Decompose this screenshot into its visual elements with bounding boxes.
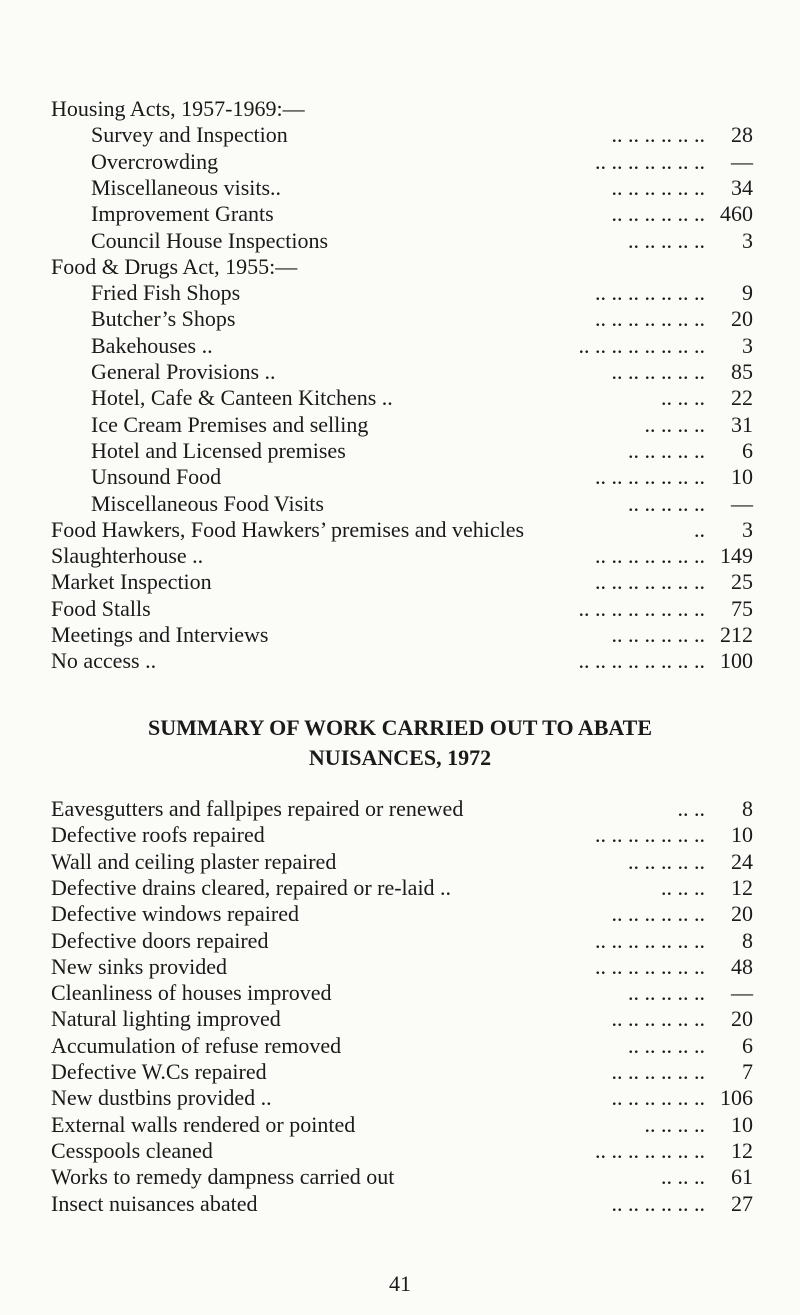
leader-dots: .. .. .. .. .. .. .. <box>595 1137 705 1163</box>
row-value: 3 <box>742 516 753 542</box>
row-label: Unsound Food <box>91 464 222 490</box>
row-value: 12 <box>731 1137 753 1163</box>
row-label: Defective windows repaired <box>51 901 300 927</box>
table-row <box>0 979 800 1006</box>
leader-dots: .. .. .. .. .. .. .. <box>595 569 705 595</box>
row-label: Overcrowding <box>91 148 219 174</box>
table-row <box>0 305 800 332</box>
row-label: Fried Fish Shops <box>91 280 241 306</box>
table-row <box>0 821 800 848</box>
row-label: General Provisions .. <box>91 359 276 384</box>
row-label: Defective W.Cs repaired <box>51 1059 267 1084</box>
leader-dots: .. .. .. <box>661 385 705 411</box>
table-row <box>0 621 800 648</box>
row-value: — <box>731 980 753 1006</box>
leader-dots: .. .. .. .. .. .. <box>611 122 705 148</box>
table-row <box>0 253 800 280</box>
row-value: 106 <box>720 1085 753 1111</box>
leader-dots: .. .. .. .. .. .. <box>611 1190 705 1216</box>
row-value: 61 <box>731 1164 753 1190</box>
table-row <box>0 900 800 927</box>
leader-dots: .. <box>694 516 705 542</box>
leader-dots: .. .. .. .. .. .. .. <box>595 306 705 332</box>
table-row <box>0 1005 800 1032</box>
row-value: 24 <box>731 848 753 874</box>
leader-dots: .. .. .. .. .. .. .. .. <box>578 332 705 358</box>
leader-dots: .. .. .. <box>661 1164 705 1190</box>
leader-dots: .. .. .. .. .. .. <box>611 622 705 647</box>
leader-dots: .. .. .. .. .. .. .. <box>595 280 705 306</box>
table-row <box>0 795 800 822</box>
leader-dots: .. .. .. .. .. .. .. <box>595 148 705 174</box>
leader-dots: .. .. <box>677 796 705 821</box>
row-label: Butcher’s Shops <box>91 306 236 332</box>
row-value: 85 <box>731 359 753 384</box>
row-label: Cesspools cleaned <box>51 1137 213 1163</box>
row-label: Food Stalls <box>51 595 151 621</box>
row-value: 3 <box>742 227 753 253</box>
leader-dots: .. .. .. .. .. .. .. <box>595 543 705 569</box>
row-label: Hotel, Cafe & Canteen Kitchens .. <box>91 385 393 411</box>
row-label: Meetings and Interviews <box>51 622 269 647</box>
row-value: 3 <box>742 332 753 358</box>
row-label: Miscellaneous visits.. <box>91 174 282 200</box>
row-label: Miscellaneous Food Visits <box>91 490 324 516</box>
leader-dots: .. .. .. .. .. .. .. <box>595 464 705 490</box>
row-label: Insect nuisances abated <box>51 1190 258 1216</box>
row-value: 22 <box>731 385 753 411</box>
row-value: 20 <box>731 901 753 927</box>
row-label: Wall and ceiling plaster repaired <box>51 848 337 874</box>
row-value: 9 <box>742 280 753 306</box>
row-label: Food & Drugs Act, 1955:— <box>51 253 298 279</box>
row-label: New sinks provided <box>51 953 227 979</box>
leader-dots: .. .. .. .. .. .. <box>611 359 705 384</box>
row-value: 100 <box>720 648 753 674</box>
leader-dots: .. .. .. .. .. .. <box>611 201 705 227</box>
table-row <box>0 1163 800 1190</box>
row-value: 149 <box>720 543 753 569</box>
row-label: Defective roofs repaired <box>51 822 265 848</box>
row-value: 25 <box>731 569 753 595</box>
summary-heading-line2: NUISANCES, 1972 <box>308 745 492 770</box>
row-value: 27 <box>731 1190 753 1216</box>
row-value: 75 <box>731 595 753 621</box>
row-value: 10 <box>731 464 753 490</box>
table-row <box>0 121 800 148</box>
row-value: 48 <box>731 953 753 979</box>
leader-dots: .. .. .. .. .. .. .. .. <box>578 648 705 674</box>
summary-heading-line1: SUMMARY OF WORK CARRIED OUT TO ABATE <box>147 715 653 740</box>
row-value: 10 <box>731 822 753 848</box>
table-row <box>0 200 800 227</box>
leader-dots: .. .. .. .. .. .. .. <box>595 953 705 979</box>
table-row <box>0 227 800 254</box>
leader-dots: .. .. .. .. .. <box>628 848 705 874</box>
row-label: Works to remedy dampness carried out <box>51 1164 395 1190</box>
row-value: 34 <box>731 174 753 200</box>
row-value: 28 <box>731 122 753 148</box>
table-row <box>0 148 800 175</box>
table-row <box>0 1111 800 1138</box>
leader-dots: .. .. .. .. .. .. <box>611 1059 705 1084</box>
row-value: 20 <box>731 306 753 332</box>
row-label: No access .. <box>51 648 157 674</box>
table-row <box>0 490 800 517</box>
row-value: 8 <box>742 927 753 953</box>
table-row <box>0 437 800 464</box>
leader-dots: .. .. .. .. .. <box>628 437 705 463</box>
table-row <box>0 463 800 490</box>
row-label: External walls rendered or pointed <box>51 1111 356 1137</box>
row-value: 8 <box>742 796 753 821</box>
leader-dots: .. .. .. .. .. .. .. <box>595 822 705 848</box>
table-row <box>0 1032 800 1059</box>
row-value: 6 <box>742 1032 753 1058</box>
row-value: 460 <box>720 201 753 227</box>
row-label: Food Hawkers, Food Hawkers’ premises and vehicles <box>51 516 525 542</box>
row-value: 12 <box>731 874 753 900</box>
leader-dots: .. .. .. .. .. .. .. <box>595 927 705 953</box>
row-label: Bakehouses .. <box>91 332 213 358</box>
row-value: 6 <box>742 437 753 463</box>
leader-dots: .. .. .. .. .. .. <box>611 1085 705 1111</box>
leader-dots: .. .. .. .. .. <box>628 980 705 1006</box>
leader-dots: .. .. .. .. .. .. <box>611 174 705 200</box>
row-label: Accumulation of refuse removed <box>51 1032 342 1058</box>
table-row <box>0 279 800 306</box>
row-label: Eavesgutters and fallpipes repaired or renewed <box>51 796 464 821</box>
table-row <box>0 568 800 595</box>
table-row <box>0 174 800 201</box>
leader-dots: .. .. .. .. <box>644 411 705 437</box>
row-value: 20 <box>731 1006 753 1032</box>
table-row <box>0 1084 800 1111</box>
row-label: Defective drains cleared, repaired or re-laid .. <box>51 874 452 900</box>
table-row <box>0 411 800 438</box>
row-label: Housing Acts, 1957-1969:— <box>51 96 305 121</box>
table-row <box>0 1190 800 1217</box>
table-row <box>0 927 800 954</box>
table-row <box>0 358 800 385</box>
table-row <box>0 516 800 543</box>
leader-dots: .. .. .. .. .. .. <box>611 1006 705 1032</box>
row-value: — <box>731 490 753 516</box>
row-label: Natural lighting improved <box>51 1006 281 1032</box>
row-label: Survey and Inspection <box>91 122 288 148</box>
table-row <box>0 848 800 875</box>
leader-dots: .. .. .. .. .. <box>628 490 705 516</box>
leader-dots: .. .. .. .. .. <box>628 1032 705 1058</box>
leader-dots: .. .. .. .. .. <box>628 227 705 253</box>
page-number: 41 <box>389 1271 411 1296</box>
row-label: New dustbins provided .. <box>51 1085 272 1111</box>
table-row <box>0 595 800 622</box>
table-row <box>0 647 800 674</box>
row-value: 10 <box>731 1111 753 1137</box>
row-label: Ice Cream Premises and selling <box>91 411 369 437</box>
leader-dots: .. .. .. .. .. .. .. .. <box>578 595 705 621</box>
leader-dots: .. .. .. .. .. .. <box>611 901 705 927</box>
row-label: Hotel and Licensed premises <box>91 437 346 463</box>
row-label: Market Inspection <box>51 569 212 595</box>
leader-dots: .. .. .. .. <box>644 1111 705 1137</box>
row-label: Defective doors repaired <box>51 927 269 953</box>
table-row <box>0 953 800 980</box>
row-label: Council House Inspections <box>91 227 329 253</box>
table-row <box>0 332 800 359</box>
table-row <box>0 95 800 122</box>
row-value: 212 <box>720 622 753 647</box>
table-row <box>0 1058 800 1085</box>
row-value: 31 <box>731 411 753 437</box>
table-row <box>0 874 800 901</box>
row-value: — <box>731 148 753 174</box>
table-row <box>0 542 800 569</box>
row-label: Improvement Grants <box>91 201 274 227</box>
table-row <box>0 1137 800 1164</box>
row-label: Slaughterhouse .. <box>51 543 204 569</box>
leader-dots: .. .. .. <box>661 874 705 900</box>
row-value: 7 <box>742 1059 753 1084</box>
row-label: Cleanliness of houses improved <box>51 980 332 1006</box>
table-row <box>0 384 800 411</box>
